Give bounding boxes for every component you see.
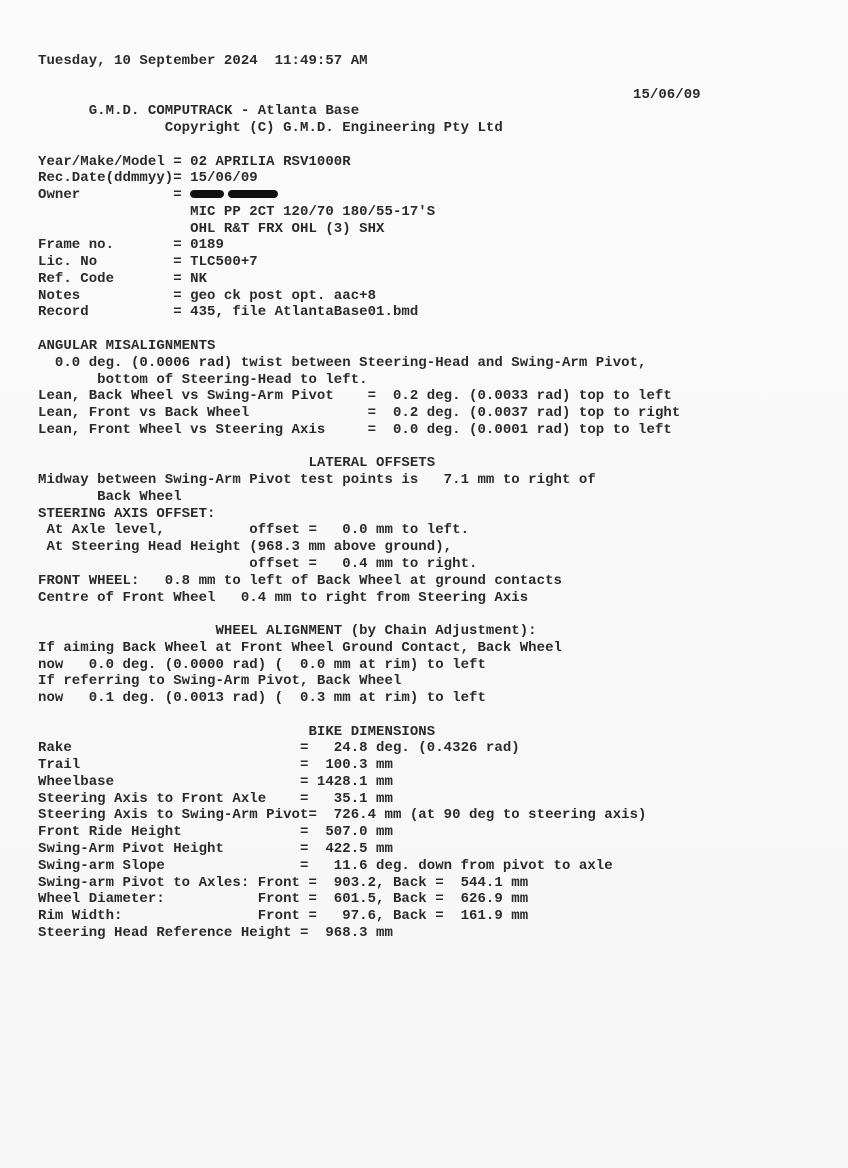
text-line: LATERAL OFFSETS (38, 455, 436, 472)
text-line: Year/Make/Model = 02 APRILIA RSV1000R (38, 153, 351, 170)
text-line: Rake = 24.8 deg. (0.4326 rad) (38, 740, 520, 757)
text-line: At Axle level, offset = 0.0 mm to left. (38, 522, 470, 539)
text-line: Lic. No = TLC500+7 (38, 254, 258, 271)
redaction-mark (228, 190, 278, 198)
text-line: MIC PP 2CT 120/70 180/55-17'S (38, 203, 436, 220)
text-line: Ref. Code = NK (38, 270, 208, 287)
text-line: Frame no. = 0189 (38, 237, 224, 254)
text-line: Lean, Back Wheel vs Swing-Arm Pivot = 0.2 deg. (0.0033 rad) top to left (38, 388, 672, 405)
system-title: G.M.D. COMPUTRACK - Atlanta Base (88, 103, 360, 120)
text-line: Back Wheel (38, 488, 182, 505)
text-line: FRONT WHEEL: 0.8 mm to left of Back Wheel at ground contacts (38, 572, 562, 589)
text-line: Rim Width: Front = 97.6, Back = 161.9 mm (38, 908, 529, 925)
printed-timestamp: Tuesday, 10 September 2024 11:49:57 AM (38, 53, 368, 69)
text-line: Wheelbase = 1428.1 mm (38, 773, 393, 790)
bike-dimensions-section (38, 724, 680, 942)
text-line: Swing-Arm Pivot Height = 422.5 mm (38, 840, 393, 857)
text-line: bottom of Steering-Head to left. (38, 371, 368, 388)
text-line: Owner = (38, 187, 680, 204)
text-line: now 0.1 deg. (0.0013 rad) ( 0.3 mm at rim) to left (38, 690, 486, 707)
text-line: Record = 435, file AtlantaBase01.bmd (38, 304, 419, 321)
record-section (38, 154, 680, 322)
report-date: 15/06/09 (633, 86, 701, 103)
text-line: Steering Axis to Swing-Arm Pivot= 726.4 mm (at 90 deg to steering axis) (38, 807, 647, 824)
copyright: Copyright (C) G.M.D. Engineering Pty Ltd (38, 120, 503, 137)
printout (38, 53, 701, 942)
text-line: Notes = geo ck post opt. aac+8 (38, 287, 377, 304)
text-line: 0.0 deg. (0.0006 rad) twist between Steering-Head and Swing-Arm Pivot, (38, 354, 647, 371)
wheel-alignment-section (38, 623, 680, 707)
lateral-offsets-section (38, 455, 680, 606)
text-line: Trail = 100.3 mm (38, 757, 393, 774)
text-line: Centre of Front Wheel 0.4 mm to right from Steering Axis (38, 589, 529, 606)
redaction-mark (190, 190, 224, 198)
text-line: Swing-arm Pivot to Axles: Front = 903.2, Back = 544.1 mm (38, 874, 529, 891)
text-line: Front Ride Height = 507.0 mm (38, 824, 393, 841)
text-line: WHEEL ALIGNMENT (by Chain Adjustment): (38, 623, 537, 640)
text-line: Lean, Front vs Back Wheel = 0.2 deg. (0.0037 rad) top to right (38, 405, 681, 422)
text-line: Rec.Date(ddmmyy)= 15/06/09 (38, 170, 258, 187)
angular-misalignments-section (38, 338, 680, 439)
text-line: Steering Axis to Front Axle = 35.1 mm (38, 790, 393, 807)
text-line: OHL R&T FRX OHL (3) SHX (38, 220, 385, 237)
text-line: now 0.0 deg. (0.0000 rad) ( 0.0 mm at rim) to left (38, 656, 486, 673)
text-line: If aiming Back Wheel at Front Wheel Ground Contact, Back Wheel (38, 639, 562, 656)
text-line: STEERING AXIS OFFSET: (38, 505, 216, 522)
text-line: Wheel Diameter: Front = 601.5, Back = 626.9 mm (38, 891, 529, 908)
text-line: Steering Head Reference Height = 968.3 mm (38, 924, 393, 941)
text-line: Midway between Swing-Arm Pivot test points is 7.1 mm to right of (38, 472, 596, 489)
text-line: Swing-arm Slope = 11.6 deg. down from pivot to axle (38, 857, 613, 874)
text-line: offset = 0.4 mm to right. (38, 555, 478, 572)
text-line: ANGULAR MISALIGNMENTS (38, 338, 216, 355)
text-line: If referring to Swing-Arm Pivot, Back Wheel (38, 673, 402, 690)
text-line: At Steering Head Height (968.3 mm above ground), (38, 539, 453, 556)
text-line: Lean, Front Wheel vs Steering Axis = 0.0 deg. (0.0001 rad) top to left (38, 421, 672, 438)
text-line: BIKE DIMENSIONS (38, 723, 436, 740)
